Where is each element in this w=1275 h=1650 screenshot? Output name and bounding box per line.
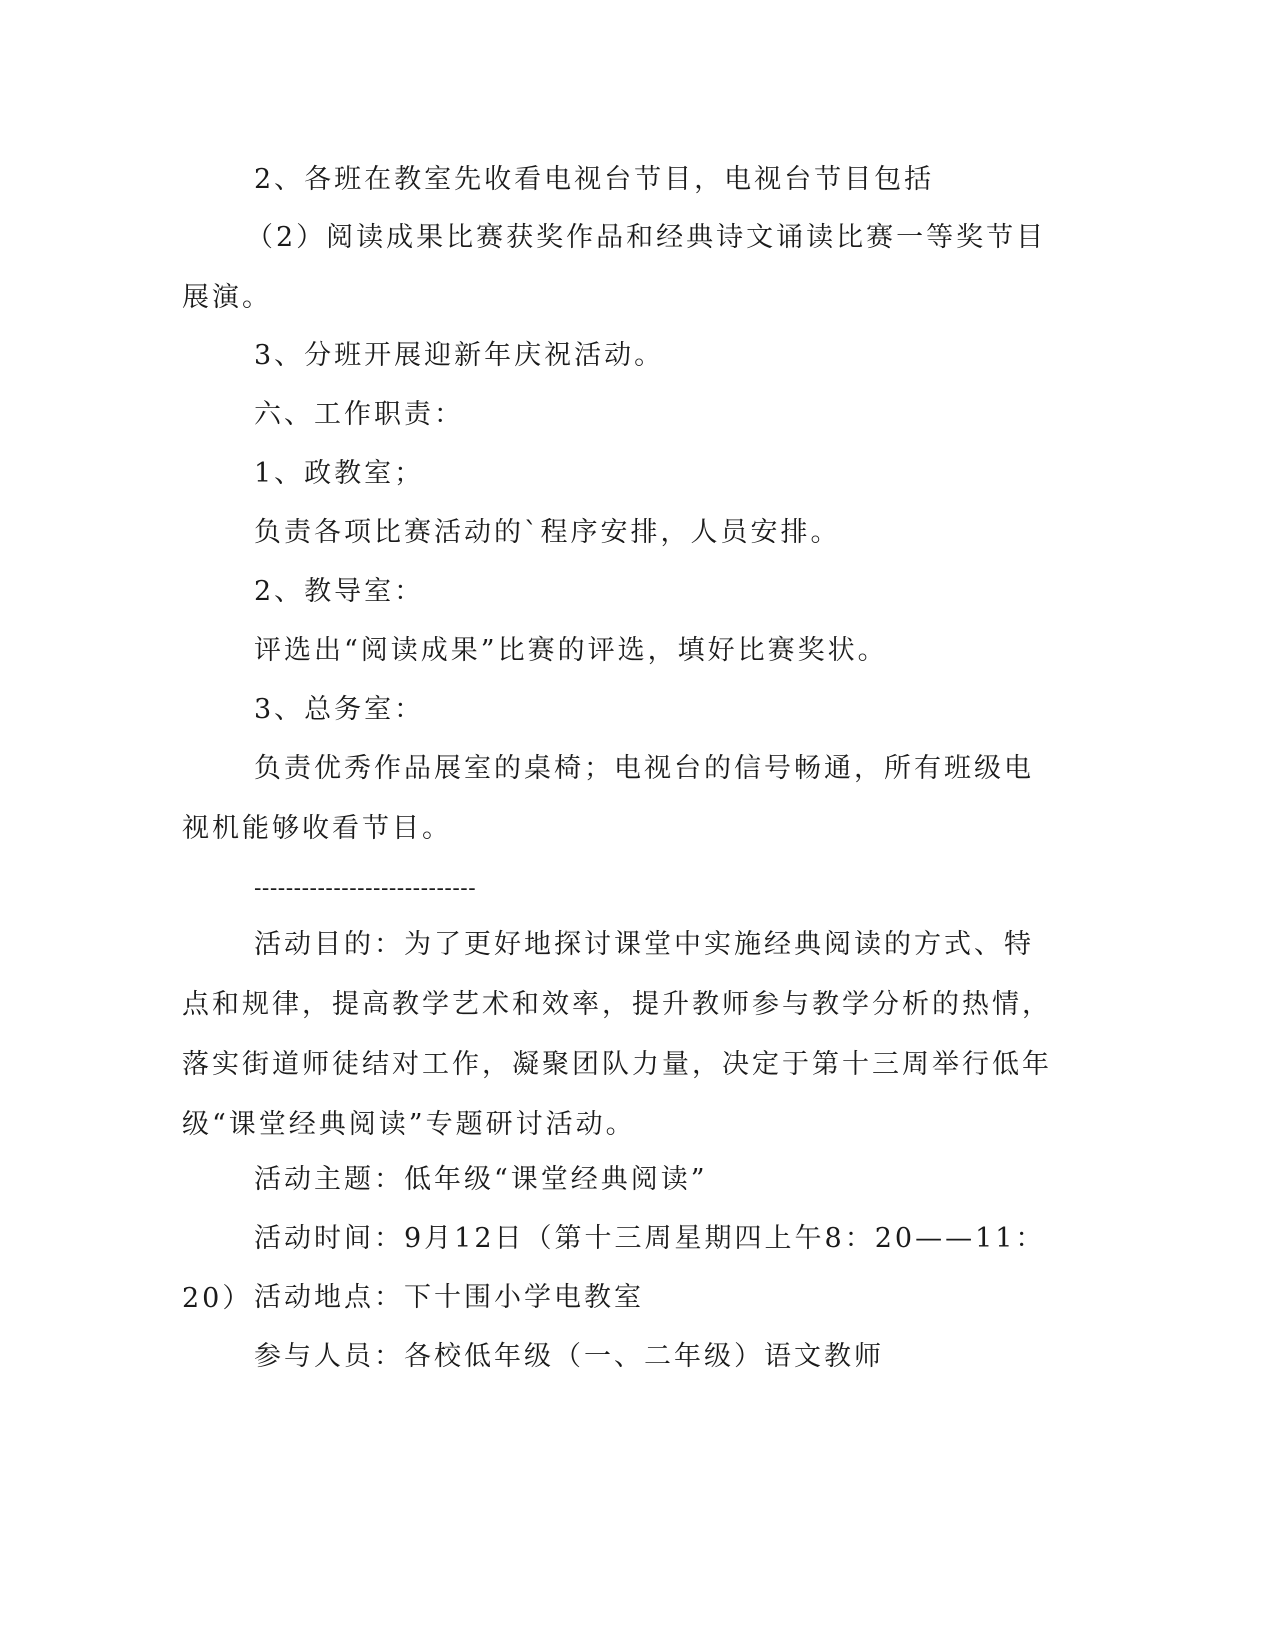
activity-theme: 活动主题：低年级“课堂经典阅读” xyxy=(254,1164,708,1195)
duty-heading-political-office: 1、政教室； xyxy=(254,458,425,489)
duty-heading-teaching-office: 2、教导室： xyxy=(254,576,425,607)
section-heading-duties: 六、工作职责： xyxy=(254,399,464,430)
paragraph-tv-programs: 2、各班在教室先收看电视台节目，电视台节目包括 xyxy=(254,164,935,195)
duty-text-teaching-office: 评选出“阅读成果”比赛的评选，填好比赛奖状。 xyxy=(254,635,888,666)
separator-line: ---------------------------- xyxy=(254,876,477,901)
paragraph-activity-purpose: 活动目的：为了更好地探讨课堂中实施经典阅读的方式、特点和规律，提高教学艺术和效率，提升教师参与教学分析的热情，落实街道师徒结对工作，凝聚团队力量，决定于第十三周举行低年级“课堂经典阅读”专题研讨活动。 xyxy=(182,929,1052,1140)
paragraph-class-celebration: 3、分班开展迎新年庆祝活动。 xyxy=(254,340,665,371)
duty-text-political-office: 负责各项比赛活动的`程序安排，人员安排。 xyxy=(254,517,841,548)
paragraph-award-showcase: （2）阅读成果比赛获奖作品和经典诗文诵读比赛一等奖节目展演。 xyxy=(182,222,1047,313)
activity-location: 活动地点：下十围小学电教室 xyxy=(254,1282,644,1313)
activity-participants: 参与人员：各校低年级（一、二年级）语文教师 xyxy=(254,1341,884,1372)
activity-time: 活动时间：9月12日（第十三周星期四上午8：20——11：20） xyxy=(182,1223,1046,1314)
duty-heading-general-office: 3、总务室： xyxy=(254,694,425,725)
duty-text-general-office: 负责优秀作品展室的桌椅；电视台的信号畅通，所有班级电视机能够收看节目。 xyxy=(182,753,1034,844)
